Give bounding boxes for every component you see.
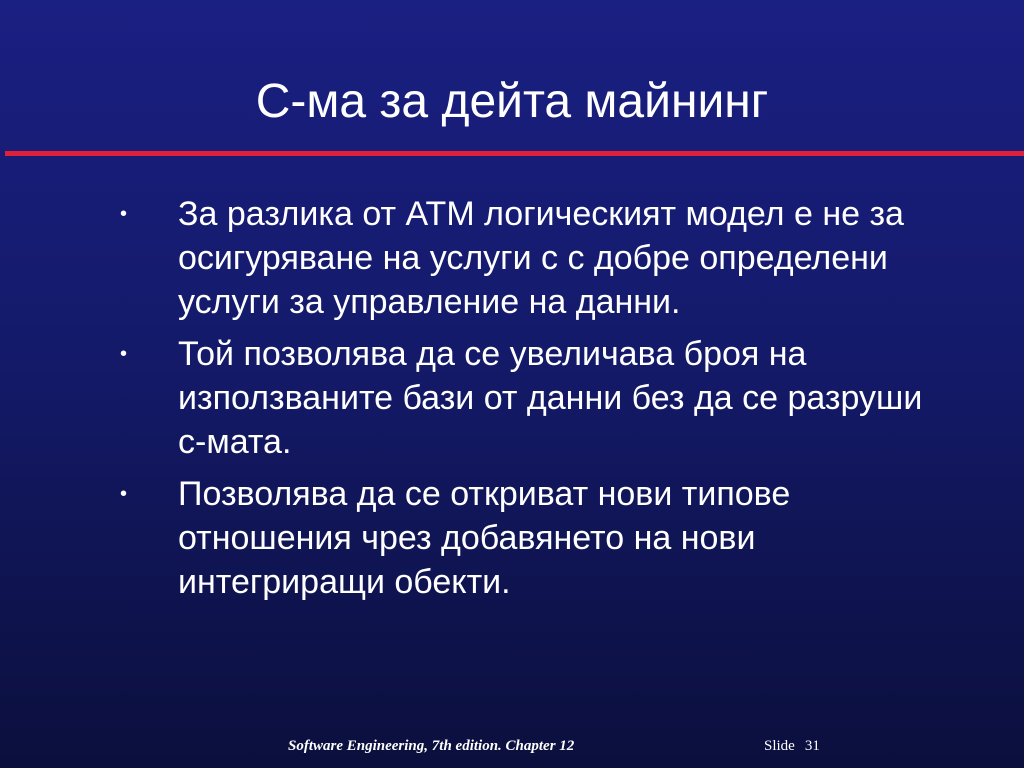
bullet-list <box>120 192 940 612</box>
bullet-item <box>120 472 940 604</box>
footer-slide-indicator <box>764 738 820 755</box>
bullet-dot-icon: • <box>120 203 128 225</box>
bullet-dot-icon: • <box>120 343 128 365</box>
bullet-dot-icon: • <box>120 483 128 505</box>
bullet-item <box>120 192 940 324</box>
bullet-text: Позволява да се откриват нови типове отношения чрез добавянето на нови интегриращи обекти. <box>178 475 791 601</box>
footer-slide-label: Slide <box>764 738 795 754</box>
bullet-text: Той позволява да се увеличава броя на използваните бази от данни без да се разруши с-мата. <box>178 335 923 461</box>
footer-book-title: Software Engineering, 7th edition. Chapter 12 <box>288 738 575 754</box>
footer-slide-number: 31 <box>804 738 820 754</box>
title-divider <box>5 151 1024 156</box>
slide-title: С-ма за дейта майнинг <box>255 75 769 128</box>
bullet-item <box>120 332 940 464</box>
bullet-text: За разлика от АТМ логическият модел е не за осигуряване на услуги с с добре определени услуги за управление на данни. <box>178 195 904 321</box>
